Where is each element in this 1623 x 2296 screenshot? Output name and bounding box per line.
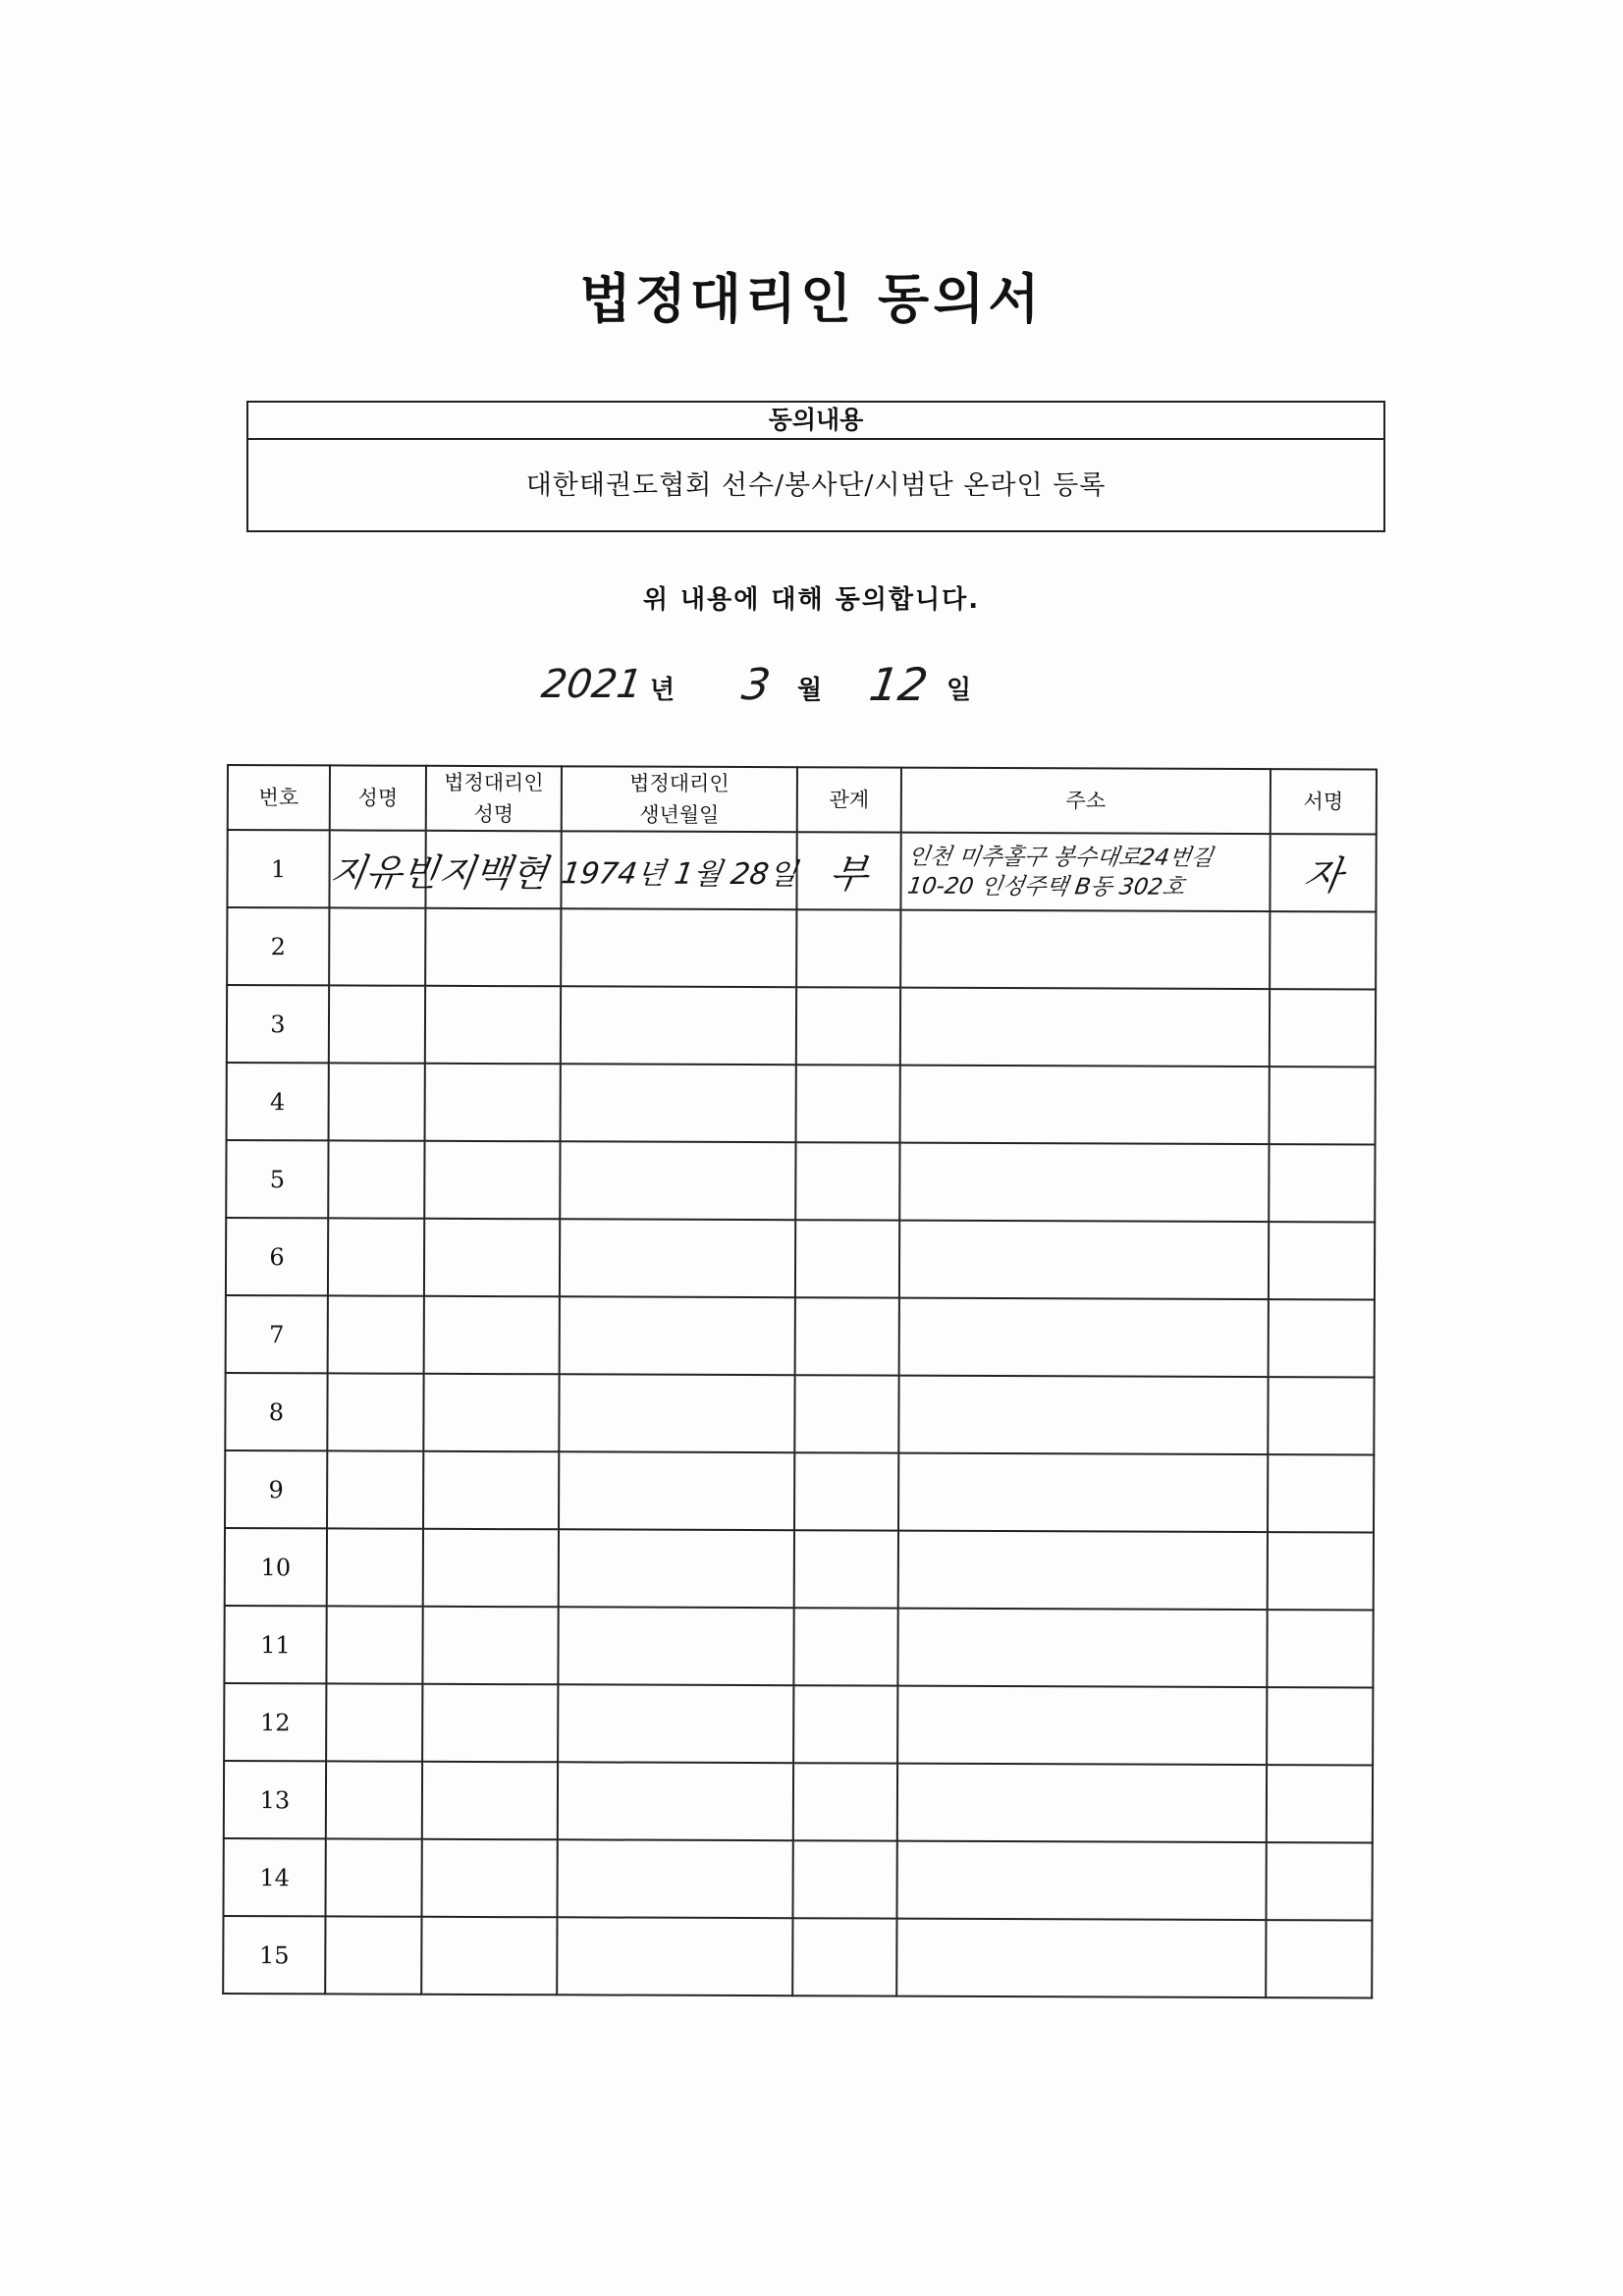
cell-guardian-birth-handwritten: 1974년 1월 28일: [559, 855, 800, 892]
table-row: [225, 1373, 1374, 1454]
table-row: [226, 1140, 1375, 1222]
date-month-unit: 월: [797, 676, 823, 705]
cell-relation: [794, 1375, 898, 1452]
cell-relation: [796, 987, 900, 1065]
cell-signature: [1268, 1377, 1374, 1454]
guardian-table: [222, 764, 1378, 1998]
header-guardian-name-line2: 성명: [473, 801, 514, 827]
cell-guardian-birth: [561, 1064, 796, 1142]
guardian-table-wrapper: [222, 764, 1376, 1998]
cell-guardian-birth: [559, 1451, 794, 1530]
cell-name: [325, 1916, 421, 1994]
cell-guardian-birth: [561, 986, 796, 1065]
table-row: [223, 1838, 1372, 1920]
cell-guardian-name: [422, 1684, 558, 1763]
cell-signature: [1267, 1610, 1373, 1687]
cell-relation-handwritten: 부: [826, 851, 871, 898]
consent-content-box: [246, 401, 1385, 532]
table-row: [226, 1218, 1375, 1299]
date-day-handwritten: 12: [866, 658, 932, 711]
row-number: 6: [226, 1218, 328, 1295]
cell-guardian-birth: [557, 1917, 792, 1995]
cell-guardian-name-handwritten: 지백현: [435, 850, 551, 896]
header-relation: 관계: [797, 767, 901, 832]
cell-relation: [793, 1608, 897, 1685]
cell-relation: [792, 1840, 896, 1918]
cell-signature: [1266, 1842, 1372, 1920]
row-number: 13: [224, 1761, 326, 1838]
cell-relation: [794, 1452, 898, 1530]
header-number: 번호: [228, 765, 330, 830]
cell-guardian-birth: [557, 1839, 792, 1918]
cell-address: [897, 1686, 1267, 1765]
table-header-row: [228, 765, 1377, 834]
header-guardian-name-line1: 법정대리인: [444, 770, 544, 795]
table-row: [225, 1528, 1374, 1610]
row-number: 3: [227, 985, 329, 1063]
cell-signature: [1266, 1920, 1372, 1997]
cell-address: [899, 1298, 1269, 1377]
cell-guardian-name: [423, 1529, 559, 1608]
row-number: 2: [227, 907, 329, 985]
cell-signature: [1268, 1532, 1374, 1610]
cell-name: [327, 1373, 423, 1450]
cell-guardian-name: [424, 1141, 560, 1220]
date-year-handwritten: 2021: [538, 662, 646, 707]
cell-signature: [1269, 1299, 1375, 1377]
cell-name: [327, 1450, 423, 1528]
cell-guardian-birth: [558, 1684, 793, 1763]
cell-name: [329, 985, 425, 1063]
cell-name: [325, 1838, 421, 1916]
cell-guardian-name: [424, 1296, 560, 1375]
cell-address: [900, 1066, 1270, 1144]
cell-guardian-name: [421, 1917, 557, 1995]
header-signature: 서명: [1271, 769, 1377, 834]
cell-name: [328, 1218, 424, 1295]
row-number: 11: [224, 1606, 326, 1683]
row-number: 9: [225, 1450, 327, 1528]
cell-guardian-name: [422, 1762, 558, 1840]
cell-name-handwritten: 지유빈: [326, 850, 442, 895]
cell-signature: [1270, 834, 1376, 911]
header-address: 주소: [901, 768, 1271, 834]
cell-signature: [1270, 989, 1376, 1066]
cell-guardian-birth: [559, 831, 800, 909]
table-row: [227, 985, 1376, 1066]
cell-address: [900, 988, 1270, 1066]
cell-name: [326, 1683, 422, 1761]
cell-signature: [1269, 1144, 1375, 1222]
cell-guardian-name: [423, 1374, 559, 1452]
cell-address: [899, 1221, 1269, 1299]
cell-guardian-name: [425, 908, 561, 987]
table-row: [224, 1761, 1373, 1842]
cell-guardian-name: [425, 1064, 561, 1142]
cell-relation: [796, 909, 900, 987]
date-month-handwritten: 3: [738, 660, 774, 710]
cell-guardian-birth: [561, 908, 796, 987]
row-number: 12: [224, 1683, 326, 1761]
cell-address: [897, 1609, 1267, 1687]
cell-relation: [792, 1918, 896, 1995]
cell-relation: [795, 1142, 899, 1220]
table-row: [224, 1683, 1373, 1765]
cell-relation: [796, 1065, 900, 1142]
cell-address: [896, 1841, 1266, 1920]
table-row: [223, 1916, 1372, 1997]
table-row: [226, 1295, 1375, 1377]
cell-guardian-name: [421, 1839, 557, 1918]
cell-relation: [795, 1220, 899, 1297]
cell-guardian-birth: [560, 1296, 795, 1375]
consent-content: 대한태권도협회 선수/봉사단/시범단 온라인 등록: [525, 470, 1107, 501]
table-row: [227, 830, 1376, 911]
cell-signature: [1267, 1687, 1373, 1765]
row-number: 15: [223, 1916, 325, 1994]
cell-relation: [793, 1763, 897, 1840]
row-number: 4: [227, 1063, 329, 1140]
cell-relation: [793, 1685, 897, 1763]
row-number: 10: [225, 1528, 327, 1606]
cell-guardian-name: [425, 831, 561, 909]
row-number: 1: [227, 830, 329, 907]
cell-name: [329, 1063, 425, 1140]
cell-guardian-birth: [560, 1141, 795, 1220]
date-day-unit: 일: [947, 676, 972, 705]
cell-guardian-birth: [560, 1219, 795, 1297]
cell-name: [327, 1528, 423, 1606]
cell-name: [329, 907, 425, 985]
consent-header: 동의내용: [248, 403, 1383, 440]
cell-address: [900, 833, 1270, 911]
cell-relation: [795, 1297, 899, 1375]
cell-address: [898, 1376, 1268, 1454]
row-number: 14: [223, 1838, 325, 1916]
cell-signature-handwritten: 자: [1300, 853, 1345, 900]
row-number: 8: [225, 1373, 327, 1450]
header-guardian-birth-line2: 생년월일: [639, 802, 720, 827]
table-row: [224, 1606, 1373, 1687]
header-guardian-birth-line1: 법정대리인: [629, 771, 730, 795]
header-guardian-name: [426, 766, 562, 832]
cell-relation: [794, 1530, 898, 1608]
agreement-statement: 위 내용에 대해 동의합니다.: [642, 585, 981, 615]
row-number: 7: [226, 1295, 328, 1373]
table-row: [225, 1450, 1374, 1532]
cell-signature: [1267, 1765, 1373, 1842]
cell-name: [326, 1606, 422, 1683]
cell-signature: [1270, 1066, 1376, 1144]
cell-address: [897, 1764, 1267, 1842]
cell-address: [899, 1143, 1269, 1222]
header-name: 성명: [330, 765, 426, 830]
cell-name: [328, 1140, 424, 1218]
cell-address: [898, 1531, 1268, 1610]
signing-date: [0, 656, 1623, 715]
cell-address: [900, 910, 1270, 989]
table-row: [227, 907, 1376, 989]
cell-guardian-name: [424, 1219, 560, 1297]
address-line-2: 10-20 인성주택 B동 302호: [905, 873, 1187, 901]
cell-address: [896, 1919, 1266, 1997]
cell-name: [326, 1761, 422, 1838]
address-line-1: 인천 미추홀구 봉수대로24번길: [905, 844, 1216, 871]
document-title: 법정대리인 동의서: [579, 268, 1044, 330]
cell-guardian-birth: [559, 1529, 794, 1608]
cell-address: [898, 1453, 1268, 1532]
cell-signature: [1268, 1454, 1374, 1532]
cell-signature: [1270, 911, 1376, 989]
cell-relation: [796, 832, 900, 909]
cell-name: [328, 1295, 424, 1373]
cell-guardian-name: [425, 986, 561, 1065]
cell-guardian-birth: [558, 1607, 793, 1685]
cell-guardian-birth: [558, 1762, 793, 1840]
cell-guardian-name: [423, 1451, 559, 1530]
table-row: [227, 1063, 1376, 1144]
header-guardian-birth: [562, 766, 797, 832]
date-year-unit: 년: [650, 676, 676, 705]
cell-guardian-name: [422, 1607, 558, 1685]
cell-signature: [1269, 1222, 1375, 1299]
row-number: 5: [226, 1140, 328, 1218]
cell-name: [326, 830, 442, 907]
cell-guardian-birth: [559, 1374, 794, 1452]
